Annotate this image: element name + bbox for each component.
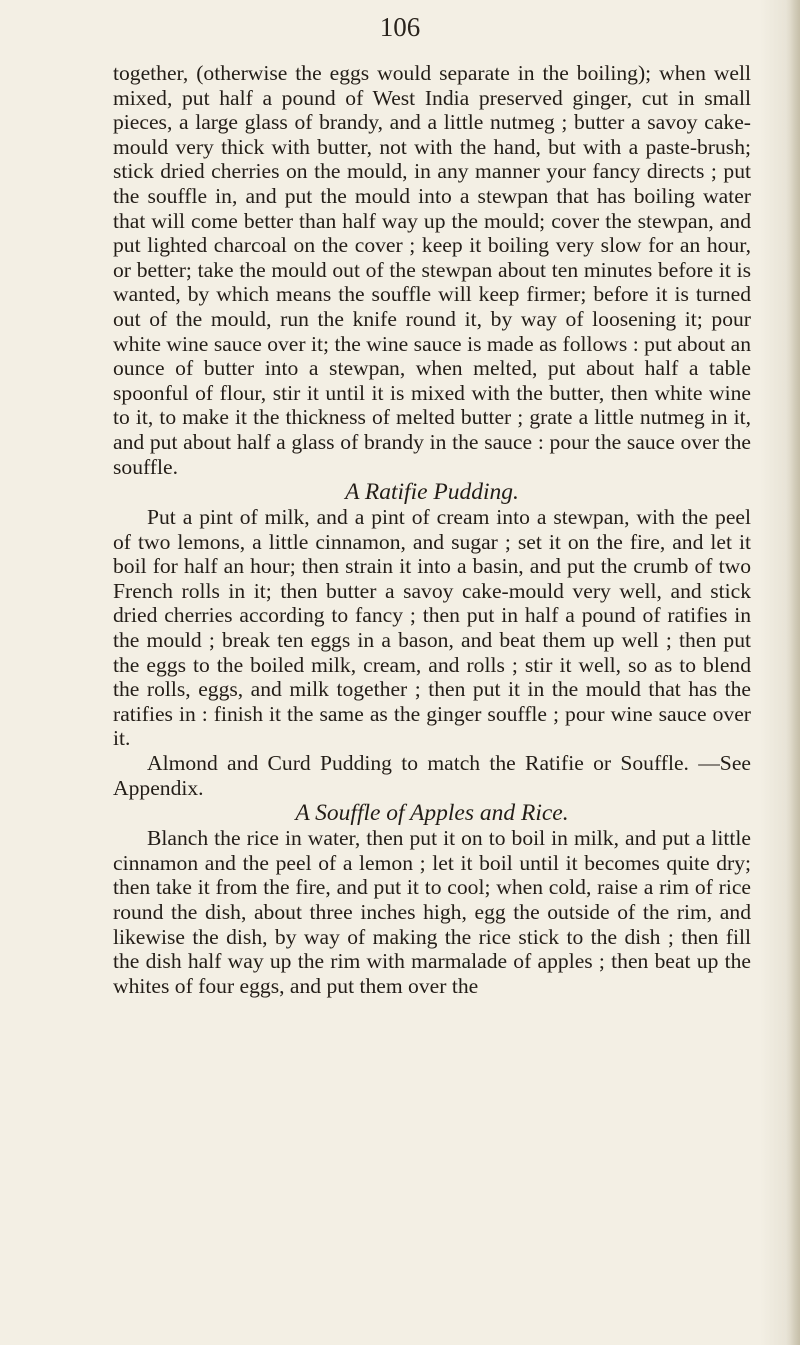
paragraph-souffle-apples-rice: Blanch the rice in water, then put it on to boil in milk, and put a little cinnamon and the peel of a lemon ; let it boil until it becomes quite dry; then take it from the fire, and put it to cool; when cold, raise a rim of rice round the dish, about three inches high, egg the outside of the rim, and likewise the dish, by way of making the rice stick to the dish ; then fill the dish half way up the rim with marmalade of apples ; then beat up the whites of four eggs, and put them over the	[113, 826, 751, 998]
paragraph-almond-curd-note: Almond and Curd Pudding to match the Ratifie or Souffle. —See Appendix.	[113, 751, 751, 800]
paragraph-ratifie-pudding: Put a pint of milk, and a pint of cream into a stewpan, with the peel of two lemons, a little cinnamon, and sugar ; set it on the fire, and let it boil for half an hour; then strain it into a basin, and put the crumb of two French rolls in it; then butter a savoy cake-mould very well, and stick dried cherries according to fancy ; then put in half a pound of ratifies in the mould ; break ten eggs in a bason, and beat them up well ; then put the eggs to the boiled milk, cream, and rolls ; stir it well, so as to blend the rolls, eggs, and milk together ; then put it in the mould that has the ratifies in : finish it the same as the ginger souffle ; pour wine sauce over it.	[113, 505, 751, 751]
paragraph-souffle-continued: together, (otherwise the eggs would separate in the boiling); when well mixed, put half a pound of West India preserved ginger, cut in small pieces, a large glass of brandy, and a little nutmeg ; butter a savoy cake-mould very thick with butter, not with the hand, but with a paste-brush; stick dried cherries on the mould, in any manner your fancy directs ; put the souffle in, and put the mould into a stewpan that has boiling water that will come better than half way up the mould; cover the stewpan, and put lighted charcoal on the cover ; keep it boiling very slow for an hour, or better; take the mould out of the stewpan about ten minutes before it is wanted, by which means the souffle will keep firmer; before it is turned out of the mould, run the knife round it, by way of loosening it; pour white wine sauce over it; the wine sauce is made as follows : put about an ounce of butter into a stewpan, when melted, put about half a table spoonful of flour, stir it until it is mixed with the butter, then white wine to it, to make it the thickness of melted butter ; grate a little nutmeg in it, and put about half a glass of brandy in the sauce : pour the sauce over the souffle.	[113, 61, 751, 479]
page-edge-stain	[786, 0, 800, 1345]
page-number: 106	[379, 12, 421, 42]
page-body	[113, 61, 751, 998]
heading-ratifie-pudding: A Ratifie Pudding.	[345, 479, 519, 506]
heading-souffle-apples-rice: A Souffle of Apples and Rice.	[295, 800, 569, 827]
